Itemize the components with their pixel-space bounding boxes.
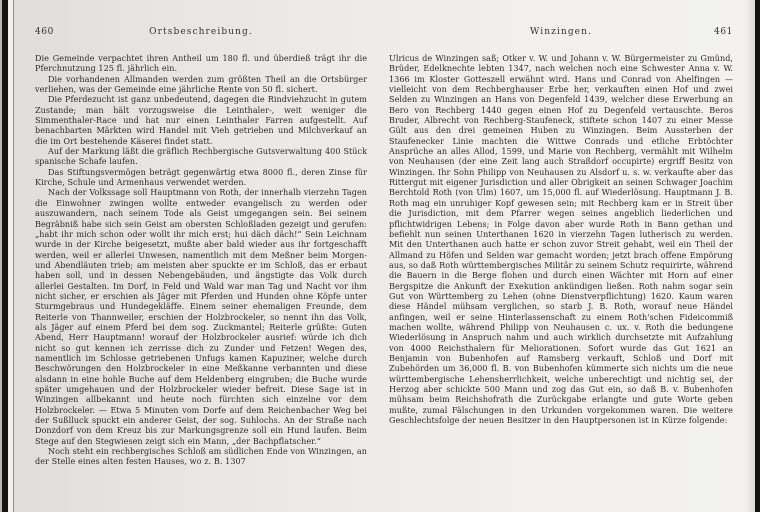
right-page-body — [389, 53, 733, 425]
right-page-header — [389, 27, 733, 40]
page-number-left: 460 — [35, 27, 54, 37]
paragraph: Die Gemeinde verpachtet ihren Antheil um 180 fl. und überdieß trägt ihr die Pferchnutzung 125 fl. jährlich ein. — [35, 53, 367, 74]
left-page-header — [35, 27, 367, 40]
paragraph: Noch steht ein rechbergisches Schloß am südlichen Ende von Winzingen, an der Stelle eines alten festen Hauses, wo z. B. 1307 — [35, 446, 367, 467]
scan-shadow-right — [745, 0, 755, 512]
left-page — [35, 27, 367, 467]
paragraph: Die vorhandenen Allmanden werden zum größten Theil an die Ortsbürger verliehen, was der Gemeinde eine jährliche Rente von 50 fl. sichert. — [35, 73, 367, 95]
page-edge-line — [13, 0, 14, 512]
page-number-right: 461 — [714, 27, 733, 37]
paragraph: Das Stiftungsvermögen beträgt gegenwärtig etwa 8000 fl., deren Zinse für Kirche, Schule und Armenhaus verwendet werden. — [35, 166, 367, 188]
paragraph: Die Pferdezucht ist ganz unbedeutend, dagegen die Rindviehzucht in gutem Zustande; man hält vorzugsweise die Leinthaler-, weit weniger die Simmenthaler-Race und hat nur einen Leinthaler Farren aufgestellt. Auf benachbarten Märkten wird Handel mit Vieh getrieben und Milchverkauf an die im Ort bestehende Käserei findet statt. — [35, 94, 367, 146]
running-title-right: Winzingen. — [530, 27, 592, 37]
running-title-left: Ortsbeschreibung. — [149, 27, 253, 37]
left-page-body — [35, 53, 367, 467]
scan-edge-right — [755, 0, 760, 512]
paragraph: Nach der Volkssage soll Hauptmann von Roth, der innerhalb vierzehn Tagen die Einwohner zwingen wollte entweder evangelisch zu werden oder auszuwandern, nach seinem Tode als Geist umgegangen sein. Bei seinem Begräbniß habe sich sein Geist am obersten Schloßladen gezeigt und gerufen: „habt ihr mich schon oder wollt ihr mich erst; hui däch däch!“ Sein Leichnam wurde in der Kirche beigesetzt, mußte aber bald wieder aus ihr fortgeschafft werden, weil er allerlei Unwesen, namentlich mit dem Meßner beim Morgen- und Abendläuten trieb; am meisten aber spuckte er im Schloß, das er erbaut haben soll, und in dessen Nebengebäuden, und ängstigte das Volk durch allerlei Gestalten. Im Dorf, in Feld und Wald war man Tag und Nacht vor ihm nicht sicher, er erschien als Jäger mit Pferden und Hunden ohne Köpfe unter Sturmgebraus und Hundegekläffe. Einem seiner ehemaligen Freunde, dem Reiterle von Thannweiler, erschien der Holzbrockeler, so nennt ihn das Volk, als Jäger auf einem Pferd bei dem sog. Zuckmantel; Reiterle grüßte: Guten Abend, Herr Hauptmann! worauf der Holzbrockeler ausrief: würde ich dich nicht so gut kennen ich zerrisse dich zu Zunder und Fetzen! Wegen des, namentlich im Schlosse getriebenen Unfugs kamen Kapuziner, welche durch Beschwörungen den Holzbrockeler in eine Meßkanne verbannten und diese alsdann in eine hohle Buche auf dem Heldenberg eingruben; die Buche wurde später umgehauen und der Holzbrockeler wieder befreit. Diese Sage ist in Winzingen allbekannt und heute noch fürchten sich einzelne vor dem Holzbrockeler. — Etwa 5 Minuten vom Dorfe auf dem Reichenbacher Weg bei der Sußlluck spuckt ein anderer Geist, der sog. Suhlochs. An der Straße nach Donzdorf von dem Kreuz bis zur Markungsgrenze soll ein Hund laufen. Beim Stege auf den Stegwiesen zeigt sich ein Mann, „der Bachpflatscher.“ — [35, 187, 367, 446]
right-page — [389, 27, 733, 425]
paragraph: Ulricus de Winzingen saß; Otker v. W. und Johann v. W. Bürgermeister zu Gmünd, Brüder, Edelknechte lebten 1347, nach welchen noch eine Schwester Anna v. W. 1366 im Kloster Gotteszell erwähnt wird. Hans und Conrad von Ahelfingen — vielleicht von dem Rechberghauser Erbe her, verkauften einen Hof und zwei Selden zu Winzingen an Hans von Degenfeld 1439, welcher diese Erwerbung an Bero von Rechberg 1440 gegen einen Hof zu Degenfeld vertauschte. Beros Bruder, Albrecht von Rechberg-Staufeneck, stiftete schon 1407 zu einer Messe Gült aus den drei gemeinen Huben zu Winzingen. Beim Aussterben der Staufenecker Linie machten die Wittwe Conrads und etliche Erbtöchter Ansprüche an alles Allod, 1599, und Marie von Rechberg, vermählt mit Wilhelm von Neuhausen (der eine Zeit lang auch Straßdorf occupirte) ergriff Besitz von Winzingen. Ihr Sohn Philipp von Neuhausen zu Alsdorf u. s. w. verkaufte aber das Rittergut mit eigener Jurisdiction und aller Obrigkeit an seinen Schwager Joachim Berchtold Roth (von Ulm) 1607, um 15,000 fl. auf Wiederlösung. Hauptmann J. B. Roth mag ein unruhiger Kopf gewesen sein; mit Rechberg kam er in Streit über die Jurisdiction, mit dem Pfarrer wegen seines angeblich liederlichen und pflichtwidrigen Lebens; in Folge davon aber wurde Roth in Bann gethan und befiehlt nun seinen Unterthanen 1620 in vierzehn Tagen lutherisch zu werden. Mit den Unterthanen auch hatte er schon zuvor Streit gehabt, weil ein Theil der Allmand zu Höfen und Selden war gemacht worden; jetzt brach offene Empörung aus, so daß Roth württembergisches Militär zu seinem Schutz requirirte, während die Bauern in die Berge flohen und durch einen Wächter mit Horn auf einer Bergspitze die Ankunft der Exekution ankündigen ließen. Roth nahm sogar sein Gut von Württemberg zu Lehen (ohne Dienstverpflichtung) 1620. Kaum waren diese Händel mühsam verglichen, so starb J. B. Roth, worauf neue Händel anfingen, weil er seine Hinterlassenschaft zu einem Roth'schen Fideicommiß machen wollte, während Philipp von Neuhausen c. ux. v. Roth die bedungene Wiederlösung in Anspruch nahm und auch wirklich durchsetzte mit Aufzahlung von 4000 Reichsthalern für Meliorationen. Sofort wurde das Gut 1621 an Benjamin von Bubenhofen auf Ramsberg verkauft, Schloß und Dorf mit Zubehörden um 36,000 fl. B. von Bubenhofen kümmerte sich nichts um die neue württembergische Lehensherrlichkeit, welche unberechtigt und nichtig sei, der Herzog aber schickte 500 Mann und zog das Gut ein, so daß B. v. Bubenhofen mühsam beim Reichshofrath die Zurückgabe erlangte und gute Worte geben mußte, zumal Fälschungen in den Urkunden vorgekommen waren. Die weitere Geschlechtsfolge der neuen Besitzer in den Hauptpersonen ist in Kürze folgende: — [389, 53, 733, 426]
paragraph: Auf der Markung läßt die gräflich Rechbergische Gutsverwaltung 400 Stück spanische Schafe laufen. — [35, 146, 367, 167]
